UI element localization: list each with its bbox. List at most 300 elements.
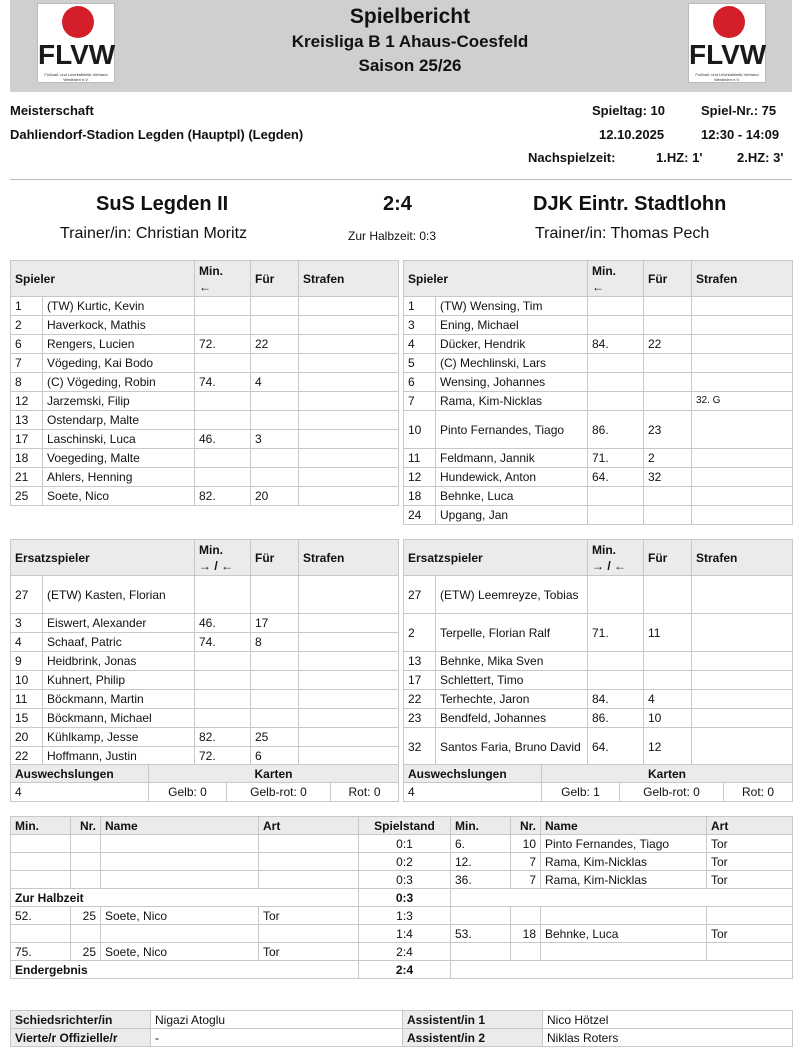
summary-red: Rot: 0 [724, 783, 793, 802]
player-for-number: 17 [251, 614, 299, 633]
event-score: 0:1 [359, 835, 451, 853]
player-number: 10 [11, 671, 43, 690]
player-penalty [692, 506, 793, 525]
player-sub-minute [195, 671, 251, 690]
player-penalty [299, 373, 399, 392]
player-number: 12 [404, 468, 436, 487]
player-row [404, 468, 793, 487]
player-sub-minute [588, 297, 644, 316]
player-row [11, 671, 399, 690]
player-row [11, 354, 399, 373]
player-name: Rengers, Lucien [43, 335, 195, 354]
col-header-substitute: Ersatzspieler [404, 540, 588, 576]
summary-subs-count: 4 [11, 783, 149, 802]
home-event-number [71, 853, 101, 871]
away-event-number [511, 907, 541, 925]
player-sub-minute [588, 652, 644, 671]
player-sub-minute: 86. [588, 709, 644, 728]
player-sub-minute [588, 354, 644, 373]
player-sub-minute: 74. [195, 373, 251, 392]
player-number: 6 [11, 335, 43, 354]
home-event-player [101, 925, 259, 943]
home-event-player [101, 853, 259, 871]
match-date: 12.10.2025 [599, 127, 665, 142]
player-for-number: 23 [644, 411, 692, 449]
player-sub-minute: 84. [588, 690, 644, 709]
away-event-minute: 6. [451, 835, 511, 853]
player-row [404, 316, 793, 335]
player-penalty [299, 411, 399, 430]
event-score: 0:2 [359, 853, 451, 871]
away-lineup-table [403, 260, 793, 525]
player-sub-minute [588, 316, 644, 335]
home-event-player: Soete, Nico [101, 907, 259, 925]
away-event-minute [451, 943, 511, 961]
home-event-number [71, 835, 101, 853]
col-header-for: Für [644, 261, 692, 297]
events-col-nr: Nr. [71, 817, 101, 835]
player-penalty [299, 316, 399, 335]
home-event-minute: 75. [11, 943, 71, 961]
player-name: (TW) Wensing, Tim [436, 297, 588, 316]
event-row [11, 835, 793, 853]
player-row [11, 747, 399, 766]
away-event-type [707, 943, 793, 961]
player-number: 3 [11, 614, 43, 633]
away-event-player: Behnke, Luca [541, 925, 707, 943]
player-sub-minute: 82. [195, 487, 251, 506]
player-number: 24 [404, 506, 436, 525]
player-row [11, 430, 399, 449]
player-row [404, 614, 793, 652]
away-event-number [511, 943, 541, 961]
player-name: Terhechte, Jaron [436, 690, 588, 709]
player-name: Jarzemski, Filip [43, 392, 195, 411]
player-name: Terpelle, Florian Ralf [436, 614, 588, 652]
player-number: 17 [404, 671, 436, 690]
col-header-penalties: Strafen [299, 261, 399, 297]
player-sub-minute [588, 487, 644, 506]
final-score-cell: 2:4 [359, 961, 451, 979]
player-number: 12 [11, 392, 43, 411]
player-name: Schaaf, Patric [43, 633, 195, 652]
player-penalty [692, 614, 793, 652]
player-sub-minute [588, 576, 644, 614]
extra-time-label: Nachspielzeit: [528, 150, 616, 165]
player-row [404, 392, 793, 411]
player-for-number [251, 297, 299, 316]
player-name: Vögeding, Kai Bodo [43, 354, 195, 373]
col-header-min: Min. → / ← [588, 540, 644, 576]
events-col-min: Min. [11, 817, 71, 835]
player-row [404, 373, 793, 392]
player-sub-minute: 74. [195, 633, 251, 652]
player-name: Behnke, Mika Sven [436, 652, 588, 671]
player-sub-minute [195, 652, 251, 671]
player-name: Soete, Nico [43, 487, 195, 506]
player-name: Laschinski, Luca [43, 430, 195, 449]
summary-cards-label: Karten [542, 765, 793, 783]
player-penalty [692, 576, 793, 614]
player-sub-minute [195, 690, 251, 709]
player-row [404, 487, 793, 506]
player-penalty [299, 449, 399, 468]
col-header-min: Min. ← [588, 261, 644, 297]
player-number: 3 [404, 316, 436, 335]
player-penalty [299, 335, 399, 354]
event-row [11, 943, 793, 961]
player-row [404, 671, 793, 690]
event-score: 1:3 [359, 907, 451, 925]
player-number: 25 [11, 487, 43, 506]
player-for-number [251, 709, 299, 728]
player-penalty: 32. G [692, 392, 793, 411]
player-row [404, 449, 793, 468]
player-penalty [692, 690, 793, 709]
player-sub-minute [195, 449, 251, 468]
player-row [11, 633, 399, 652]
home-event-player [101, 871, 259, 889]
away-event-number: 7 [511, 853, 541, 871]
player-sub-minute: 82. [195, 728, 251, 747]
player-row [404, 335, 793, 354]
summary-yellow-red: Gelb-rot: 0 [227, 783, 331, 802]
player-number: 1 [11, 297, 43, 316]
player-number: 21 [11, 468, 43, 487]
player-for-number: 12 [644, 728, 692, 766]
player-for-number [251, 449, 299, 468]
season-name: Saison 25/26 [358, 56, 462, 75]
player-for-number [251, 468, 299, 487]
player-number: 32 [404, 728, 436, 766]
player-number: 18 [404, 487, 436, 506]
away-event-player: Rama, Kim-Nicklas [541, 871, 707, 889]
away-event-minute: 12. [451, 853, 511, 871]
event-row [11, 871, 793, 889]
player-number: 4 [11, 633, 43, 652]
player-for-number: 11 [644, 614, 692, 652]
events-col-type: Art [707, 817, 793, 835]
event-row [11, 925, 793, 943]
player-name: (C) Vögeding, Robin [43, 373, 195, 392]
player-penalty [299, 576, 399, 614]
player-sub-minute [195, 354, 251, 373]
col-header-player: Spieler [11, 261, 195, 297]
player-number: 2 [404, 614, 436, 652]
home-team-name: SuS Legden II [96, 193, 229, 215]
player-sub-minute: 71. [588, 614, 644, 652]
player-for-number [644, 392, 692, 411]
player-penalty [692, 297, 793, 316]
player-row [404, 411, 793, 449]
player-row [11, 449, 399, 468]
player-number: 27 [404, 576, 436, 614]
player-for-number: 4 [644, 690, 692, 709]
player-number: 8 [11, 373, 43, 392]
player-row [11, 316, 399, 335]
player-number: 20 [11, 728, 43, 747]
player-number: 10 [404, 411, 436, 449]
player-for-number [251, 690, 299, 709]
player-for-number [644, 652, 692, 671]
home-event-player [101, 835, 259, 853]
player-number: 1 [404, 297, 436, 316]
player-sub-minute [588, 671, 644, 690]
col-header-min: Min. ← [195, 261, 251, 297]
final-score: 2:4 [383, 193, 412, 215]
summary-yellow: Gelb: 0 [149, 783, 227, 802]
player-sub-minute: 71. [588, 449, 644, 468]
player-penalty [692, 449, 793, 468]
player-sub-minute: 84. [588, 335, 644, 354]
player-number: 18 [11, 449, 43, 468]
halftime-label: Zur Halbzeit [11, 889, 359, 907]
player-number: 22 [404, 690, 436, 709]
player-penalty [299, 652, 399, 671]
player-number: 13 [404, 652, 436, 671]
player-name: (ETW) Leemreyze, Tobias [436, 576, 588, 614]
player-for-number: 8 [251, 633, 299, 652]
event-score: 1:4 [359, 925, 451, 943]
player-penalty [299, 468, 399, 487]
away-event-type: Tor [707, 835, 793, 853]
col-header-penalties: Strafen [692, 261, 793, 297]
player-for-number: 32 [644, 468, 692, 487]
home-event-type [259, 853, 359, 871]
player-name: Hoffmann, Justin [43, 747, 195, 766]
events-col-nr: Nr. [511, 817, 541, 835]
col-header-penalties: Strafen [299, 540, 399, 576]
player-for-number [644, 576, 692, 614]
player-name: Upgang, Jan [436, 506, 588, 525]
player-sub-minute [588, 373, 644, 392]
away-event-player [541, 943, 707, 961]
halftime-row [11, 889, 793, 907]
player-name: Bendfeld, Johannes [436, 709, 588, 728]
matchday: Spieltag: 10 [592, 103, 665, 118]
summary-yellow: Gelb: 1 [542, 783, 620, 802]
event-row [11, 907, 793, 925]
player-sub-minute: 72. [195, 747, 251, 766]
event-score: 0:3 [359, 871, 451, 889]
player-sub-minute: 46. [195, 614, 251, 633]
player-penalty [692, 709, 793, 728]
home-subs-table [10, 539, 399, 766]
player-number: 17 [11, 430, 43, 449]
divider [10, 179, 792, 180]
player-penalty [299, 430, 399, 449]
player-sub-minute: 86. [588, 411, 644, 449]
player-penalty [299, 709, 399, 728]
away-event-minute: 36. [451, 871, 511, 889]
summary-red: Rot: 0 [331, 783, 399, 802]
home-event-minute [11, 853, 71, 871]
player-penalty [299, 354, 399, 373]
referee-name: Nigazi Atoglu [151, 1011, 403, 1029]
away-event-type: Tor [707, 853, 793, 871]
match-time: 12:30 - 14:09 [701, 127, 780, 142]
player-number: 11 [11, 690, 43, 709]
halftime-score: Zur Halbzeit: 0:3 [348, 229, 437, 243]
player-for-number [251, 671, 299, 690]
home-event-number [71, 871, 101, 889]
player-row [404, 728, 793, 766]
player-for-number: 25 [251, 728, 299, 747]
player-penalty [299, 728, 399, 747]
player-sub-minute [195, 709, 251, 728]
logo-wordmark: FLVW [38, 39, 116, 70]
player-name: Hundewick, Anton [436, 468, 588, 487]
player-row [404, 297, 793, 316]
home-event-number [71, 925, 101, 943]
assistant2-name: Niklas Roters [543, 1029, 793, 1047]
fourth-official-label: Vierte/r Offizielle/r [11, 1029, 151, 1047]
player-for-number [251, 576, 299, 614]
player-for-number: 4 [251, 373, 299, 392]
halftime-score-cell: 0:3 [359, 889, 451, 907]
away-event-number: 10 [511, 835, 541, 853]
match-number: Spiel-Nr.: 75 [701, 103, 777, 118]
table-header-row [11, 540, 399, 576]
player-name: Pinto Fernandes, Tiago [436, 411, 588, 449]
player-name: Kühlkamp, Jesse [43, 728, 195, 747]
player-penalty [692, 373, 793, 392]
player-penalty [692, 468, 793, 487]
table-header-row [404, 540, 793, 576]
player-for-number: 10 [644, 709, 692, 728]
table-header-row [11, 261, 399, 297]
player-sub-minute [195, 392, 251, 411]
page-title: Spielbericht [349, 5, 471, 28]
player-name: Behnke, Luca [436, 487, 588, 506]
col-header-penalties: Strafen [692, 540, 793, 576]
player-row [11, 576, 399, 614]
away-trainer: Trainer/in: Thomas Pech [535, 225, 710, 242]
player-number: 13 [11, 411, 43, 430]
home-lineup-table [10, 260, 399, 506]
player-row [11, 652, 399, 671]
player-name: Haverkock, Mathis [43, 316, 195, 335]
player-for-number [251, 354, 299, 373]
fourth-official-name: - [151, 1029, 403, 1047]
player-for-number [644, 671, 692, 690]
away-event-player [541, 907, 707, 925]
player-sub-minute [588, 506, 644, 525]
player-penalty [692, 411, 793, 449]
away-event-type: Tor [707, 925, 793, 943]
home-event-minute [11, 925, 71, 943]
home-event-number: 25 [71, 907, 101, 925]
assistant1-name: Nico Hötzel [543, 1011, 793, 1029]
away-event-player: Rama, Kim-Nicklas [541, 853, 707, 871]
player-number: 7 [404, 392, 436, 411]
event-row [11, 853, 793, 871]
player-name: Eiswert, Alexander [43, 614, 195, 633]
player-penalty [692, 652, 793, 671]
player-sub-minute [195, 576, 251, 614]
player-penalty [692, 316, 793, 335]
player-number: 5 [404, 354, 436, 373]
away-event-minute: 53. [451, 925, 511, 943]
player-name: Dücker, Hendrik [436, 335, 588, 354]
player-number: 2 [11, 316, 43, 335]
player-number: 23 [404, 709, 436, 728]
events-col-min: Min. [451, 817, 511, 835]
player-penalty [299, 633, 399, 652]
officials-table [10, 1010, 793, 1047]
player-for-number [644, 354, 692, 373]
player-number: 4 [404, 335, 436, 354]
assistant2-label: Assistent/in 2 [403, 1029, 543, 1047]
player-penalty [299, 392, 399, 411]
player-sub-minute [195, 411, 251, 430]
player-for-number [251, 316, 299, 335]
player-row [11, 487, 399, 506]
player-row [11, 373, 399, 392]
player-sub-minute [588, 392, 644, 411]
player-row [11, 468, 399, 487]
logo-subtitle: Fußball- und Leichtathletik-Verband Westfalen e.V. [44, 72, 108, 82]
player-number: 9 [11, 652, 43, 671]
player-sub-minute [195, 297, 251, 316]
final-label: Endergebnis [11, 961, 359, 979]
player-row [11, 690, 399, 709]
away-summary-table [403, 764, 793, 802]
summary-cards-label: Karten [149, 765, 399, 783]
events-header-row [11, 817, 793, 835]
player-for-number [251, 411, 299, 430]
player-number: 27 [11, 576, 43, 614]
player-number: 7 [11, 354, 43, 373]
player-penalty [692, 335, 793, 354]
player-name: Ahlers, Henning [43, 468, 195, 487]
player-row [11, 297, 399, 316]
player-row [11, 335, 399, 354]
player-sub-minute: 64. [588, 728, 644, 766]
home-event-player: Soete, Nico [101, 943, 259, 961]
extra-time-first-half: 1.HZ: 1' [656, 150, 703, 165]
player-row [11, 411, 399, 430]
player-name: Böckmann, Michael [43, 709, 195, 728]
referee-label: Schiedsrichter/in [11, 1011, 151, 1029]
venue: Dahliendorf-Stadion Legden (Hauptpl) (Legden) [10, 127, 304, 142]
home-summary-table [10, 764, 399, 802]
player-number: 15 [11, 709, 43, 728]
player-number: 22 [11, 747, 43, 766]
player-sub-minute: 46. [195, 430, 251, 449]
summary-subs-label: Auswechslungen [11, 765, 149, 783]
col-header-for: Für [251, 261, 299, 297]
player-penalty [299, 614, 399, 633]
home-event-minute: 52. [11, 907, 71, 925]
player-row [404, 576, 793, 614]
events-col-name: Name [541, 817, 707, 835]
summary-yellow-red: Gelb-rot: 0 [620, 783, 724, 802]
player-name: Rama, Kim-Nicklas [436, 392, 588, 411]
player-for-number: 2 [644, 449, 692, 468]
events-col-type: Art [259, 817, 359, 835]
away-event-player: Pinto Fernandes, Tiago [541, 835, 707, 853]
player-sub-minute [195, 468, 251, 487]
player-penalty [692, 671, 793, 690]
home-event-type: Tor [259, 943, 359, 961]
events-col-score: Spielstand [359, 817, 451, 835]
home-event-number: 25 [71, 943, 101, 961]
logo-subtitle: Fußball- und Leichtathletik-Verband Westfalen e.V. [695, 72, 759, 82]
col-header-substitute: Ersatzspieler [11, 540, 195, 576]
player-for-number [251, 392, 299, 411]
col-header-for: Für [644, 540, 692, 576]
